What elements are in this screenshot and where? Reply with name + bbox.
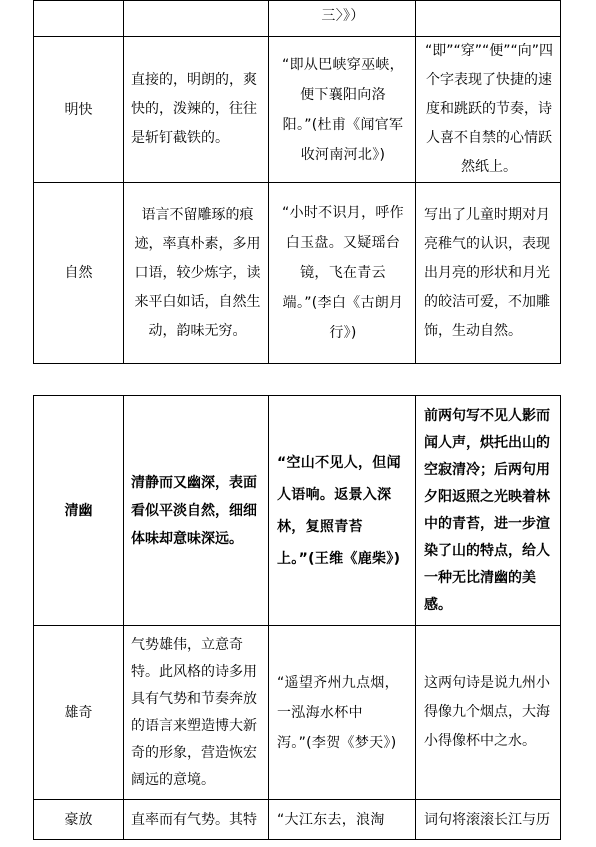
analysis-text: 词句将滚滚长江与历 [424,811,550,828]
style-name: 豪放 [64,811,93,828]
poetry-style-table-bottom [33,395,561,840]
analysis-cell [416,396,561,626]
style-name: 清幽 [64,502,93,519]
poem-cell [269,183,416,364]
poem-text: “小时不识月，呼作白玉盘。又疑瑶台镜，飞在青云端。”(李白《古朗月行》) [282,205,404,341]
style-cell [34,1,124,37]
style-name: 明快 [64,101,93,118]
table-row [34,626,561,800]
table-row [34,396,561,626]
poem-cell [269,800,416,840]
poem-text: 三〉》） [321,8,365,24]
analysis-cell [416,183,561,364]
style-cell [34,183,124,364]
description-cell [124,800,269,840]
poem-cell [269,37,416,183]
description-text: 直率而有气势。其特 [131,811,257,828]
description-cell [124,183,269,364]
poem-cell [269,1,416,37]
poem-text: “即从巴峡穿巫峡，便下襄阳向洛阳。”(杜甫《闻官军收河南河北》) [282,56,404,163]
poem-text: “大江东去，浪淘 [277,811,385,828]
style-cell [34,396,124,626]
analysis-text: 前两句写不见人影而闻人声，烘托出山的空寂清冷；后两句用夕阳返照之光映着林中的青苔，进一步渲染了山的特点，给人一种无比清幽的美感。 [424,407,550,613]
table-row [34,1,561,37]
description-cell [124,37,269,183]
description-text: 气势雄伟，立意奇特。此风格的诗多用具有气势和节奏奔放的语言来塑造博大新奇的形象，营造恢宏阔远的意境。 [131,636,257,788]
description-text: 语言不留雕琢的痕迹，率真朴素，多用口语，较少炼字，读来平白如话，自然生动，韵味无穷。 [134,206,261,339]
style-name: 自然 [64,265,93,281]
style-cell [34,626,124,800]
analysis-text: 这两句诗是说九州小得像九个烟点，大海小得像杯中之水。 [424,675,550,749]
analysis-cell [416,1,561,37]
poetry-style-table-top [33,0,561,364]
description-text: 直接的，明朗的，爽快的，泼辣的，往往是斩钉截铁的。 [131,72,257,146]
style-name: 雄奇 [64,704,93,721]
poem-cell [269,626,416,800]
poem-text: “遥望齐州九点烟，一泓海水杯中泻。”(李贺《梦天》) [277,674,399,751]
description-text: 清静而又幽深，表面看似平淡自然，细细体味却意味深远。 [131,474,257,547]
description-cell [124,626,269,800]
description-cell [124,396,269,626]
description-cell [124,1,269,37]
analysis-cell [416,37,561,183]
table-row [34,37,561,183]
table-row [34,183,561,364]
analysis-text: “即”“穿”“便”“向”四个字表现了快捷的速度和跳跃的节奏，诗人喜不自禁的心情跃然纸上。 [424,43,554,175]
analysis-text: 写出了儿童时期对月亮稚气的认识，表现出月亮的形状和月光的皎洁可爱，不加雕饰，生动自然。 [424,206,550,339]
style-cell [34,800,124,840]
table-row [34,800,561,840]
poem-cell [269,396,416,626]
poem-text: “空山不见人，但闻人语响。返景入深林，复照青苔上。”(王维《鹿柴》) [277,454,401,567]
analysis-cell [416,626,561,800]
style-cell [34,37,124,183]
analysis-cell [416,800,561,840]
